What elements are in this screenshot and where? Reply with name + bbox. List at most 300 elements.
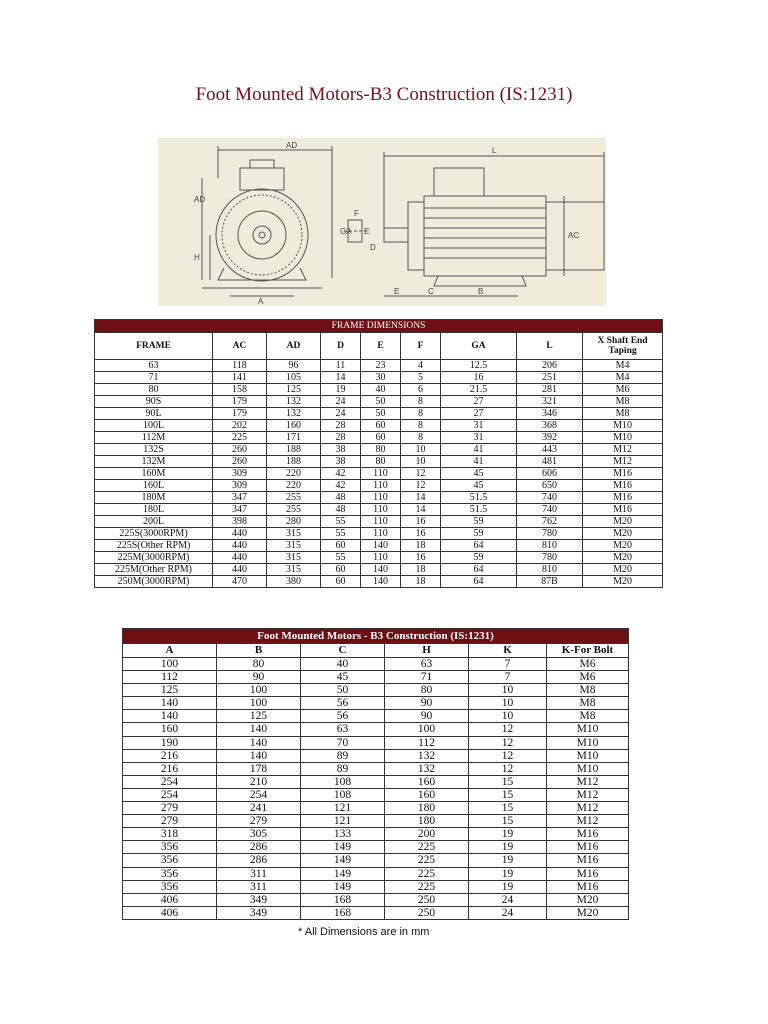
table-cell: 279 [217, 815, 301, 828]
table-cell: 48 [321, 504, 361, 516]
table-cell: 12 [469, 749, 547, 762]
table-row [123, 697, 629, 710]
table-cell: M8 [547, 710, 629, 723]
table-cell: 481 [517, 456, 583, 468]
table-cell: 220 [267, 468, 321, 480]
table-cell: 440 [213, 528, 267, 540]
table-cell: 200 [385, 828, 469, 841]
table-cell: 38 [321, 444, 361, 456]
b3-construction-banner: Foot Mounted Motors - B3 Construction (IS:1231) [123, 629, 629, 644]
table-cell: 41 [441, 456, 517, 468]
table-row [95, 456, 663, 468]
table-cell: 19 [469, 841, 547, 854]
table-cell: 41 [441, 444, 517, 456]
table-cell: 118 [213, 360, 267, 372]
table-cell: 125 [267, 384, 321, 396]
table-cell: 80 [385, 684, 469, 697]
table-cell: 780 [517, 552, 583, 564]
table-cell: M4 [583, 372, 663, 384]
table-cell: 80 [95, 384, 213, 396]
table-cell: 225 [385, 880, 469, 893]
table-cell: 149 [301, 841, 385, 854]
table-cell: 380 [267, 576, 321, 588]
table-cell: 18 [401, 540, 441, 552]
table-cell: 140 [123, 710, 217, 723]
table-cell: 14 [401, 504, 441, 516]
table-cell: M20 [583, 516, 663, 528]
table-cell: 188 [267, 444, 321, 456]
table-cell: 108 [301, 775, 385, 788]
table-row [95, 576, 663, 588]
table-row [95, 432, 663, 444]
table-cell: 64 [441, 540, 517, 552]
table-cell: M16 [583, 504, 663, 516]
table-cell: 19 [469, 854, 547, 867]
table-row [95, 444, 663, 456]
table-cell: 241 [217, 802, 301, 815]
column-header: C [301, 644, 385, 658]
table-cell: 180 [385, 815, 469, 828]
table-row [123, 906, 629, 919]
table-row [123, 815, 629, 828]
table-cell: 606 [517, 468, 583, 480]
table-cell: 16 [441, 372, 517, 384]
table-cell: 112 [385, 736, 469, 749]
table-cell: 5 [401, 372, 441, 384]
terminal-box-side [434, 168, 484, 196]
table-cell: 650 [517, 480, 583, 492]
table-cell: 28 [321, 432, 361, 444]
table-cell: 188 [267, 456, 321, 468]
table-cell: 260 [213, 444, 267, 456]
table-row [123, 802, 629, 815]
table-cell: 121 [301, 802, 385, 815]
table-cell: 16 [401, 552, 441, 564]
table-cell: 140 [123, 697, 217, 710]
motor-end-outer [216, 189, 308, 281]
table-cell: M8 [547, 684, 629, 697]
table-cell: 110 [361, 480, 401, 492]
table-cell: M10 [547, 762, 629, 775]
table-row [123, 867, 629, 880]
table-cell: M20 [547, 906, 629, 919]
table-cell: 55 [321, 552, 361, 564]
table-cell: 12 [469, 762, 547, 775]
table-cell: 16 [401, 516, 441, 528]
label-ad: AD [286, 141, 298, 150]
table-cell: M10 [547, 749, 629, 762]
table-cell: 311 [217, 880, 301, 893]
table-cell: 90 [385, 697, 469, 710]
table-cell: 225M(Other RPM) [95, 564, 213, 576]
dimensions-footnote: * All Dimensions are in mm [298, 926, 430, 938]
column-header: D [321, 333, 361, 360]
table-cell: 440 [213, 564, 267, 576]
table-cell: 6 [401, 384, 441, 396]
table-cell: 180L [95, 504, 213, 516]
motor-dimension-drawing [158, 138, 606, 306]
table-cell: 63 [385, 658, 469, 671]
table-cell: 392 [517, 432, 583, 444]
table-cell: M8 [547, 697, 629, 710]
table-cell: 149 [301, 867, 385, 880]
table-cell: 19 [469, 880, 547, 893]
table-cell: M4 [583, 360, 663, 372]
table-cell: M16 [547, 841, 629, 854]
table-row [123, 880, 629, 893]
table-cell: 225M(3000RPM) [95, 552, 213, 564]
table-cell: 121 [301, 815, 385, 828]
table-cell: 133 [301, 828, 385, 841]
table-cell: 19 [321, 384, 361, 396]
table-cell: 309 [213, 468, 267, 480]
table-cell: 254 [123, 775, 217, 788]
table-cell: 179 [213, 408, 267, 420]
table-row [123, 841, 629, 854]
table-cell: 250M(3000RPM) [95, 576, 213, 588]
table-cell: M16 [547, 828, 629, 841]
table-cell: 51.5 [441, 492, 517, 504]
table-cell: 14 [321, 372, 361, 384]
table-cell: 216 [123, 749, 217, 762]
table-cell: 250 [385, 893, 469, 906]
frame-dimensions-banner: FRAME DIMENSIONS [95, 320, 663, 333]
table-cell: 40 [301, 658, 385, 671]
table-cell: 740 [517, 492, 583, 504]
table-cell: 216 [123, 762, 217, 775]
table-cell: 250 [385, 906, 469, 919]
table-cell: M12 [547, 775, 629, 788]
table-cell: 42 [321, 468, 361, 480]
table-cell: 27 [441, 396, 517, 408]
label-h: H [194, 253, 200, 262]
label-b: B [478, 287, 484, 296]
table-cell: M20 [547, 893, 629, 906]
table-row [123, 671, 629, 684]
table-cell: 346 [517, 408, 583, 420]
table-row [123, 710, 629, 723]
table-cell: 160 [385, 775, 469, 788]
table-cell: 60 [321, 576, 361, 588]
table-cell: 132S [95, 444, 213, 456]
column-header: F [401, 333, 441, 360]
table-cell: 8 [401, 408, 441, 420]
table-cell: 90L [95, 408, 213, 420]
table-cell: 56 [301, 710, 385, 723]
table-cell: 762 [517, 516, 583, 528]
table-cell: 12 [469, 736, 547, 749]
table-cell: 64 [441, 576, 517, 588]
table-cell: 810 [517, 564, 583, 576]
table-cell: 18 [401, 576, 441, 588]
table-cell: M6 [547, 671, 629, 684]
table-cell: 10 [401, 456, 441, 468]
table-cell: 168 [301, 893, 385, 906]
table-cell: 281 [517, 384, 583, 396]
table-cell: 71 [95, 372, 213, 384]
table-cell: 7 [469, 658, 547, 671]
table-cell: 110 [361, 468, 401, 480]
table-cell: 347 [213, 504, 267, 516]
table-row [95, 360, 663, 372]
table-cell: 10 [401, 444, 441, 456]
table-cell: 160 [385, 788, 469, 801]
table-cell: 220 [267, 480, 321, 492]
table-cell: 158 [213, 384, 267, 396]
table-cell: 225 [385, 841, 469, 854]
table-cell: 60 [361, 432, 401, 444]
table-cell: M12 [583, 456, 663, 468]
table-cell: 56 [301, 697, 385, 710]
table-cell: M20 [583, 576, 663, 588]
table-row [95, 396, 663, 408]
table-cell: 349 [217, 906, 301, 919]
table-cell: 810 [517, 540, 583, 552]
table-cell: 40 [361, 384, 401, 396]
table-cell: 149 [301, 854, 385, 867]
label-ad-vert: AD [194, 195, 206, 204]
table-cell: 8 [401, 432, 441, 444]
table-cell: 140 [217, 736, 301, 749]
table-row [95, 564, 663, 576]
table-cell: 100 [217, 697, 301, 710]
table-cell: 24 [469, 906, 547, 919]
table-cell: M20 [583, 528, 663, 540]
table-row [123, 828, 629, 841]
table-cell: 356 [123, 867, 217, 880]
table-cell: 50 [361, 396, 401, 408]
table-cell: 251 [517, 372, 583, 384]
table-cell: M12 [583, 444, 663, 456]
table-cell: M12 [547, 815, 629, 828]
table-cell: 279 [123, 815, 217, 828]
table-cell: 780 [517, 528, 583, 540]
table-row [123, 723, 629, 736]
table-cell: 110 [361, 516, 401, 528]
table-cell: M10 [583, 432, 663, 444]
label-d: D [370, 243, 376, 252]
table-cell: 132 [267, 408, 321, 420]
terminal-box-end [240, 168, 284, 190]
label-ga: GA [340, 227, 352, 236]
table-cell: 305 [217, 828, 301, 841]
table-row [95, 528, 663, 540]
table-cell: 132 [385, 762, 469, 775]
table-cell: 254 [217, 788, 301, 801]
table-cell: 347 [213, 492, 267, 504]
table-cell: 45 [441, 468, 517, 480]
table-cell: 440 [213, 540, 267, 552]
table-cell: 96 [267, 360, 321, 372]
table-cell: 28 [321, 420, 361, 432]
table-cell: 50 [301, 684, 385, 697]
table-cell: 443 [517, 444, 583, 456]
table-cell: 90 [217, 671, 301, 684]
table-cell: 100 [123, 658, 217, 671]
table-row [95, 480, 663, 492]
table-cell: 12 [401, 468, 441, 480]
table-cell: M6 [547, 658, 629, 671]
table-cell: 112 [123, 671, 217, 684]
table-cell: 178 [217, 762, 301, 775]
table-cell: 168 [301, 906, 385, 919]
table-cell: 225S(Other RPM) [95, 540, 213, 552]
table-cell: 19 [469, 867, 547, 880]
table-cell: 80 [361, 444, 401, 456]
table-cell: M16 [583, 492, 663, 504]
table-cell: 10 [469, 697, 547, 710]
table-cell: 225 [385, 867, 469, 880]
table-cell: 89 [301, 762, 385, 775]
table-cell: 315 [267, 528, 321, 540]
table-cell: 7 [469, 671, 547, 684]
table-cell: 140 [361, 564, 401, 576]
table-cell: M16 [583, 468, 663, 480]
table-cell: 31 [441, 432, 517, 444]
table-cell: 12 [469, 723, 547, 736]
table-cell: 38 [321, 456, 361, 468]
table-cell: 8 [401, 396, 441, 408]
table-cell: 90 [385, 710, 469, 723]
table-cell: 202 [213, 420, 267, 432]
table-cell: 24 [469, 893, 547, 906]
table-cell: 356 [123, 841, 217, 854]
frame-dimensions-table [94, 319, 663, 588]
table-cell: 740 [517, 504, 583, 516]
table-cell: 149 [301, 880, 385, 893]
table-cell: 140 [361, 540, 401, 552]
table-row [123, 658, 629, 671]
table-cell: 110 [361, 552, 401, 564]
table-cell: 4 [401, 360, 441, 372]
table-cell: 160M [95, 468, 213, 480]
table-cell: M10 [547, 723, 629, 736]
table-cell: 48 [321, 492, 361, 504]
table-cell: 60 [361, 420, 401, 432]
table-cell: 45 [441, 480, 517, 492]
table-row [95, 492, 663, 504]
table-cell: 23 [361, 360, 401, 372]
table-row [95, 408, 663, 420]
table-cell: 14 [401, 492, 441, 504]
table-cell: 15 [469, 788, 547, 801]
table-cell: 45 [301, 671, 385, 684]
table-cell: 280 [267, 516, 321, 528]
table-cell: 87B [517, 576, 583, 588]
table-cell: M8 [583, 396, 663, 408]
table-cell: 10 [469, 684, 547, 697]
table-cell: 406 [123, 906, 217, 919]
table-cell: 63 [95, 360, 213, 372]
table-row [95, 372, 663, 384]
table-cell: 125 [217, 710, 301, 723]
page-title: Foot Mounted Motors-B3 Construction (IS:1231) [195, 84, 573, 105]
label-l: L [492, 146, 497, 155]
table-cell: 160L [95, 480, 213, 492]
table-cell: 140 [217, 723, 301, 736]
column-header: X Shaft End Taping [583, 333, 663, 360]
table-cell: 180 [385, 802, 469, 815]
table-row [123, 775, 629, 788]
table-cell: 105 [267, 372, 321, 384]
column-header: K-For Bolt [547, 644, 629, 658]
table-cell: 406 [123, 893, 217, 906]
table-cell: 63 [301, 723, 385, 736]
table-cell: 321 [517, 396, 583, 408]
table-row [123, 788, 629, 801]
table-cell: 60 [321, 540, 361, 552]
column-header: FRAME [95, 333, 213, 360]
table-row [95, 516, 663, 528]
table-cell: 50 [361, 408, 401, 420]
table-cell: M6 [583, 384, 663, 396]
table-cell: 160 [123, 723, 217, 736]
table-cell: 349 [217, 893, 301, 906]
table-cell: 190 [123, 736, 217, 749]
table-cell: 55 [321, 516, 361, 528]
column-header: H [385, 644, 469, 658]
table-cell: 368 [517, 420, 583, 432]
table-row [123, 684, 629, 697]
table-cell: 55 [321, 528, 361, 540]
table-cell: 180M [95, 492, 213, 504]
table-cell: 59 [441, 552, 517, 564]
table-cell: 59 [441, 516, 517, 528]
table-cell: 356 [123, 880, 217, 893]
table-row [95, 384, 663, 396]
table-cell: 255 [267, 504, 321, 516]
table-cell: 318 [123, 828, 217, 841]
table-cell: 315 [267, 540, 321, 552]
column-header: K [469, 644, 547, 658]
table-cell: 206 [517, 360, 583, 372]
table-cell: 309 [213, 480, 267, 492]
table-cell: 255 [267, 492, 321, 504]
table-cell: 89 [301, 749, 385, 762]
table-cell: M16 [547, 880, 629, 893]
table-cell: 8 [401, 420, 441, 432]
table-cell: 10 [469, 710, 547, 723]
motor-end-fins [222, 195, 302, 275]
table-cell: 398 [213, 516, 267, 528]
table-cell: 110 [361, 528, 401, 540]
table-cell: 59 [441, 528, 517, 540]
label-e: E [394, 287, 400, 296]
label-e-shaft: E [364, 227, 370, 236]
table-cell: 90S [95, 396, 213, 408]
table-cell: 225 [385, 854, 469, 867]
table-cell: 140 [217, 749, 301, 762]
label-c: C [428, 287, 434, 296]
column-header: A [123, 644, 217, 658]
table-row [95, 552, 663, 564]
table-cell: 100 [385, 723, 469, 736]
table-cell: 100 [217, 684, 301, 697]
table-cell: 132M [95, 456, 213, 468]
table-row [95, 420, 663, 432]
table-cell: 30 [361, 372, 401, 384]
table-cell: 356 [123, 854, 217, 867]
table-cell: 132 [267, 396, 321, 408]
table-cell: 110 [361, 492, 401, 504]
table-cell: 179 [213, 396, 267, 408]
table-row [95, 468, 663, 480]
b3-construction-table [122, 628, 629, 920]
table-cell: 19 [469, 828, 547, 841]
table-cell: 254 [123, 788, 217, 801]
table-cell: 132 [385, 749, 469, 762]
table-cell: 225S(3000RPM) [95, 528, 213, 540]
